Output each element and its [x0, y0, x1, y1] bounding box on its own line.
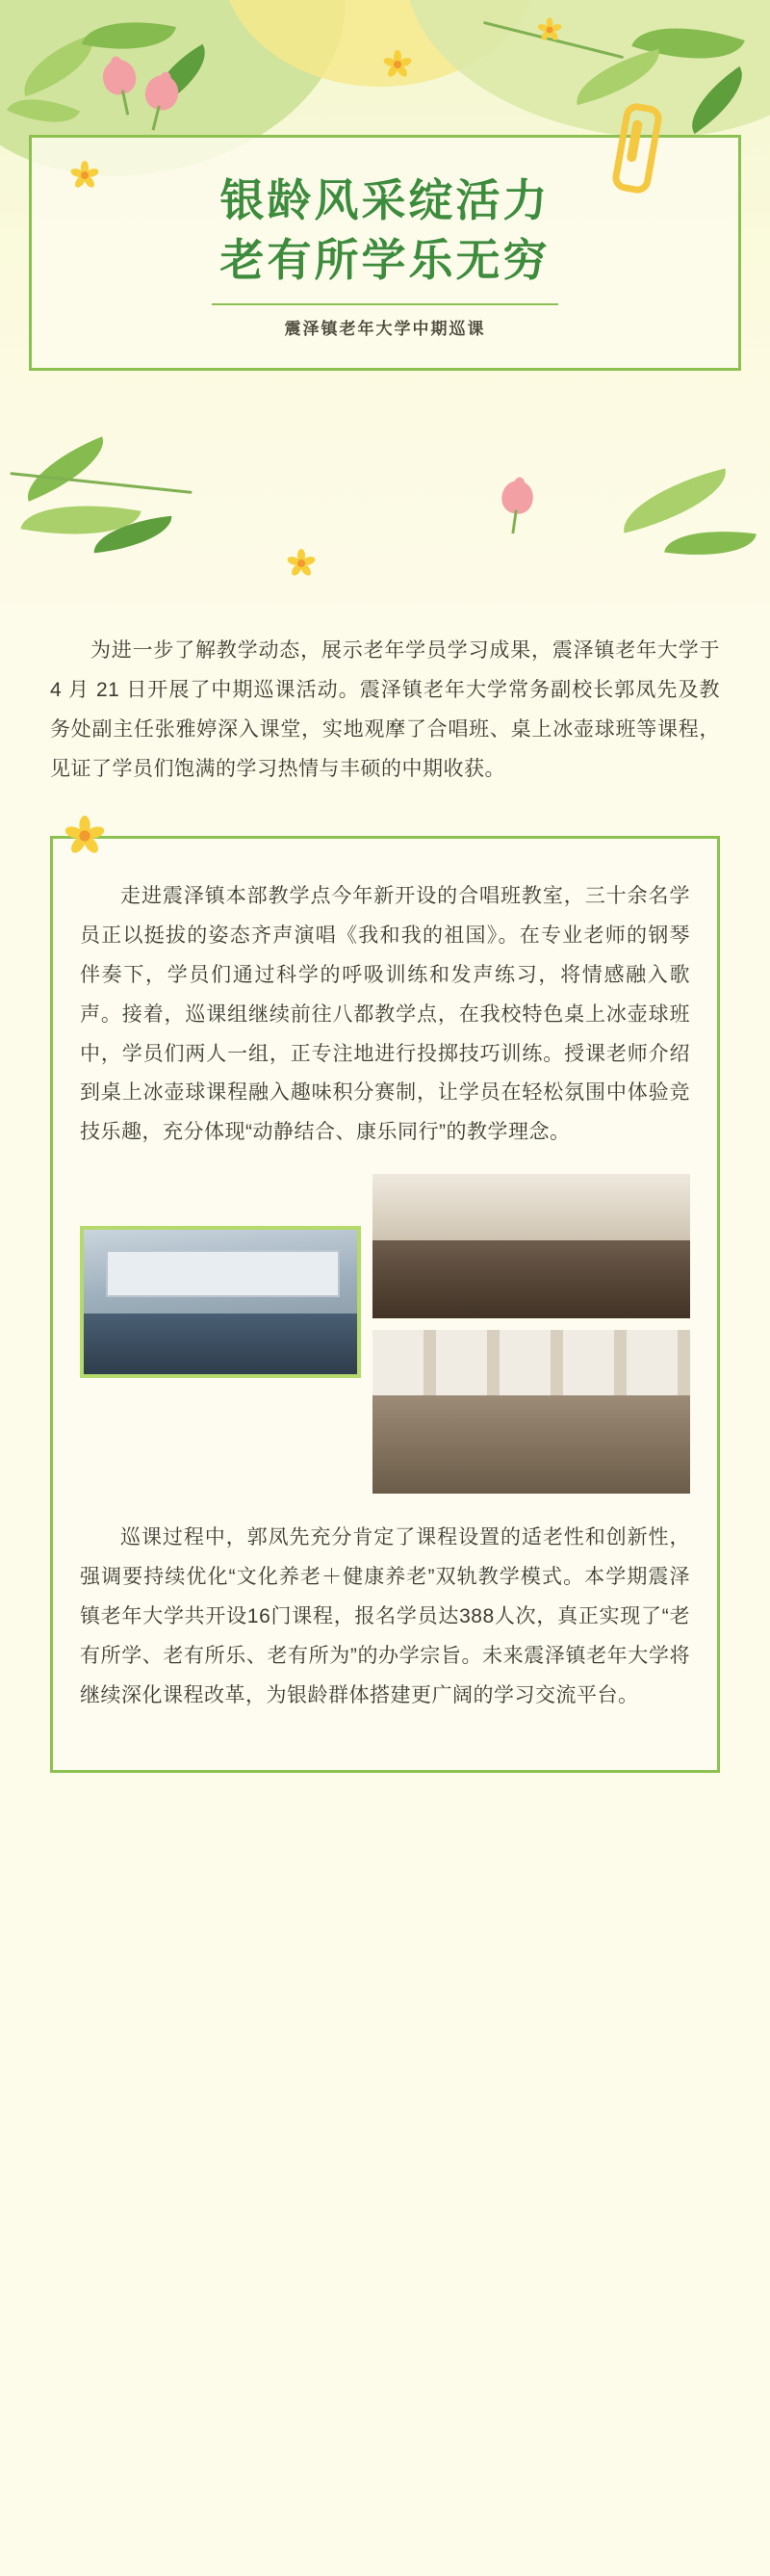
- paragraph-intro: 为进一步了解教学动态，展示老年学员学习成果，震泽镇老年大学于 4 月 21 日开展了中期巡课活动。震泽镇老年大学常务副校长郭凤先及教务处副主任张雅婷深入课堂，实地观摩了合唱班、桌上冰壶球班等课程，见证了学员们饱满的学习热情与丰硕的中期收获。: [50, 639, 720, 780]
- framed-section: [50, 836, 720, 1773]
- page-title-line-2: 老有所学乐无穷: [219, 235, 551, 286]
- paragraph-summary: 巡课过程中，郭凤先充分肯定了课程设置的适老性和创新性，强调要持续优化“文化养老＋健康养老”双轨教学模式。本学期震泽镇老年大学共开设16门课程，报名学员达388人次，真正实现了“老有所学、老有所乐、老有所为”的办学宗旨。未来震泽镇老年大学将继续深化课程改革，为银龄群体搭建更广阔的学习交流平台。: [80, 1526, 690, 1707]
- flower-icon: [70, 161, 99, 190]
- page-title-line-1: 银龄风采绽活力: [219, 175, 551, 225]
- photo-choir-classroom: [80, 1226, 361, 1378]
- flower-icon: [537, 17, 562, 42]
- photo-curling-training: [372, 1330, 690, 1494]
- flower-icon: [287, 549, 316, 578]
- leaf-icon: [16, 436, 115, 501]
- bottom-spacer: [50, 1773, 720, 1811]
- paragraph-classroom: 走进震泽镇本部教学点今年新开设的合唱班教室，三十余名学员正以挺拔的姿态齐声演唱《我和我的祖国》。在专业老师的钢琴伴奏下，学员们通过科学的呼吸训练和发声练习，将情感融入歌声。接着，巡课组继续前往八都教学点，在我校特色桌上冰壶球班中，学员们两人一组，正专注地进行投掷技巧训练。授课老师介绍到桌上冰壶球课程融入趣味积分赛制，让学员在轻松氛围中体验竞技乐趣，充分体现“动静结合、康乐同行”的教学理念。: [80, 884, 690, 1144]
- photo-caption: [372, 1174, 373, 1175]
- page-subtitle: 震泽镇老年大学中期巡课: [284, 320, 486, 339]
- photo-column-left: [80, 1174, 361, 1378]
- photo-column-right: [372, 1174, 690, 1494]
- leaf-icon: [615, 468, 734, 533]
- photo-caption: [84, 1230, 85, 1231]
- leaf-icon: [664, 522, 757, 564]
- photo-gallery: [80, 1174, 690, 1494]
- main-content: [0, 626, 770, 1811]
- tulip-icon: [499, 479, 535, 525]
- photo-inspection-visit: [372, 1174, 690, 1318]
- flower-icon: [64, 816, 105, 856]
- photo-caption: [372, 1330, 373, 1331]
- title-divider: [212, 303, 558, 305]
- flower-icon: [383, 50, 412, 79]
- decorative-header-band: [0, 0, 770, 616]
- intro-section: [50, 626, 720, 830]
